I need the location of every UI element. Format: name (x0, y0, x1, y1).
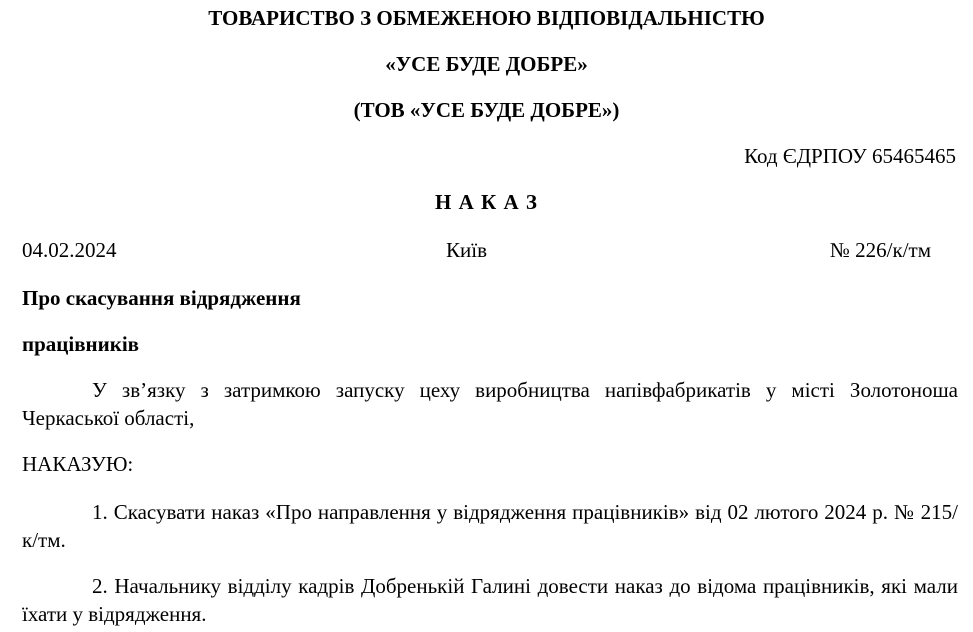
order-city: Київ (446, 238, 487, 262)
order-word: НАКАЗУЮ: (22, 452, 134, 476)
order-item-1: 1. Скасувати наказ «Про направлення у відрядження працівників» від 02 лютого 2024 р. № 215/к/тм. (22, 500, 958, 552)
preamble-paragraph: У зв’язку з затримкою запуску цеху виробництва напівфабрикатів у місті Золотоноша Черкаської області, (22, 378, 958, 430)
order-number: № 226/к/тм (829, 238, 931, 262)
subject-line-2: працівників (22, 332, 140, 356)
order-item-2: 2. Начальнику відділу кадрів Добренькій Галині довести наказ до відома працівників, які мали їхати у відрядження. (22, 574, 958, 626)
order-date: 04.02.2024 (22, 238, 117, 262)
company-name: «УСЕ БУДЕ ДОБРЕ» (385, 52, 588, 76)
document-title: Н А К А З (435, 190, 538, 214)
subject-line-1: Про скасування відрядження (22, 286, 301, 310)
company-short-name: (ТОВ «УСЕ БУДЕ ДОБРЕ») (353, 98, 620, 122)
company-full-name: ТОВАРИСТВО З ОБМЕЖЕНОЮ ВІДПОВІДАЛЬНІСТЮ (208, 6, 765, 30)
edrpou-code: Код ЄДРПОУ 65465465 (744, 144, 956, 168)
